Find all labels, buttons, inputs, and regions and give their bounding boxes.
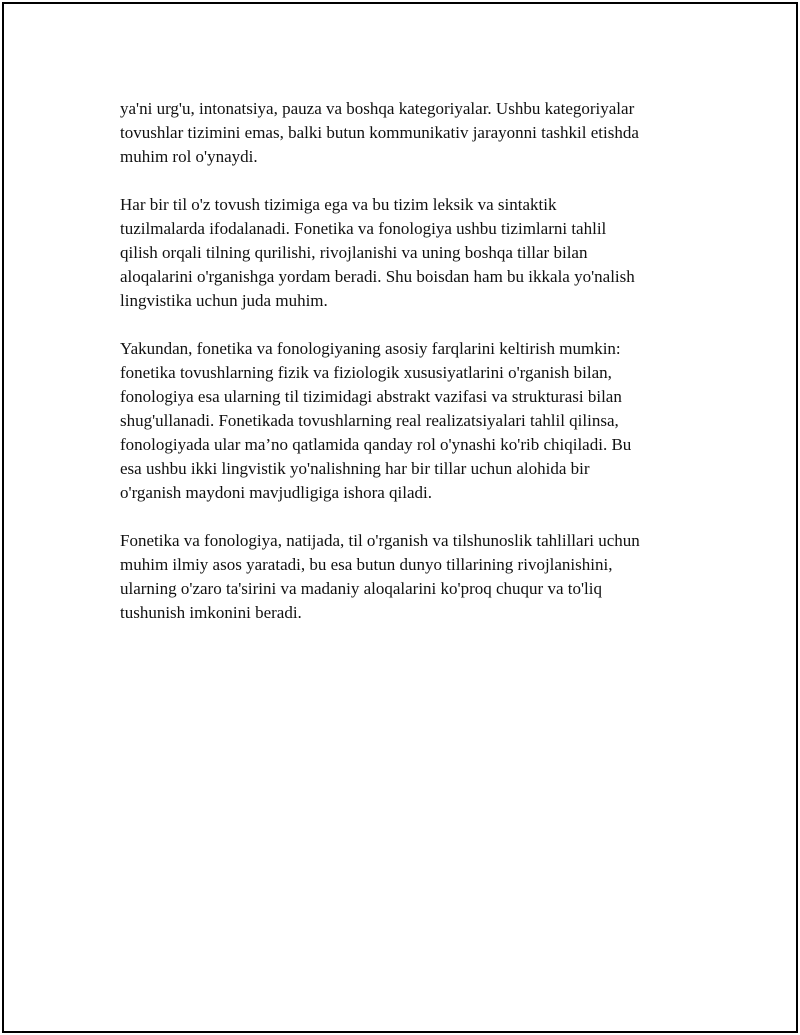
text-line: esa ushbu ikki lingvistik yo'nalishning har bir tillar uchun alohida bir (120, 459, 590, 478)
paragraph-2 (120, 193, 700, 313)
text-line: muhim ilmiy asos yaratadi, bu esa butun dunyo tillarining rivojlanishini, (120, 555, 613, 574)
paragraph-1 (120, 97, 700, 169)
text-line: o'rganish maydoni mavjudligiga ishora qiladi. (120, 483, 433, 502)
text-line: tovushlar tizimini emas, balki butun kommunikativ jarayonni tashkil etishda (120, 123, 639, 142)
text-line: qilish orqali tilning qurilishi, rivojlanishi va uning boshqa tillar bilan (120, 243, 588, 262)
text-line: Yakundan, fonetika va fonologiyaning asosiy farqlarini keltirish mumkin: (120, 339, 621, 358)
text-line: aloqalarini o'rganishga yordam beradi. Shu boisdan ham bu ikkala yo'nalish (120, 267, 635, 286)
text-line: ya'ni urg'u, intonatsiya, pauza va boshqa kategoriyalar. Ushbu kategoriyalar (120, 99, 635, 118)
text-line: Har bir til o'z tovush tizimiga ega va bu tizim leksik va sintaktik (120, 195, 557, 214)
document-page (2, 2, 798, 1033)
text-line: tuzilmalarda ifodalanadi. Fonetika va fonologiya ushbu tizimlarni tahlil (120, 219, 607, 238)
paragraph-3 (120, 337, 700, 505)
text-line: fonetika tovushlarning fizik va fiziologik xususiyatlarini o'rganish bilan, (120, 363, 612, 382)
text-line: shug'ullanadi. Fonetikada tovushlarning real realizatsiyalari tahlil qilinsa, (120, 411, 619, 430)
text-line: muhim rol o'ynaydi. (120, 147, 258, 166)
text-line: fonologiyada ular ma’no qatlamida qanday rol o'ynashi ko'rib chiqiladi. Bu (120, 435, 632, 454)
text-line: ularning o'zaro ta'sirini va madaniy aloqalarini ko'proq chuqur va to'liq (120, 579, 602, 598)
text-line: fonologiya esa ularning til tizimidagi abstrakt vazifasi va strukturasi bilan (120, 387, 622, 406)
text-line: Fonetika va fonologiya, natijada, til o'rganish va tilshunoslik tahlillari uchun (120, 531, 640, 550)
text-line: tushunish imkonini beradi. (120, 603, 302, 622)
text-line: lingvistika uchun juda muhim. (120, 291, 328, 310)
paragraph-4 (120, 529, 700, 625)
document-body (120, 97, 700, 649)
